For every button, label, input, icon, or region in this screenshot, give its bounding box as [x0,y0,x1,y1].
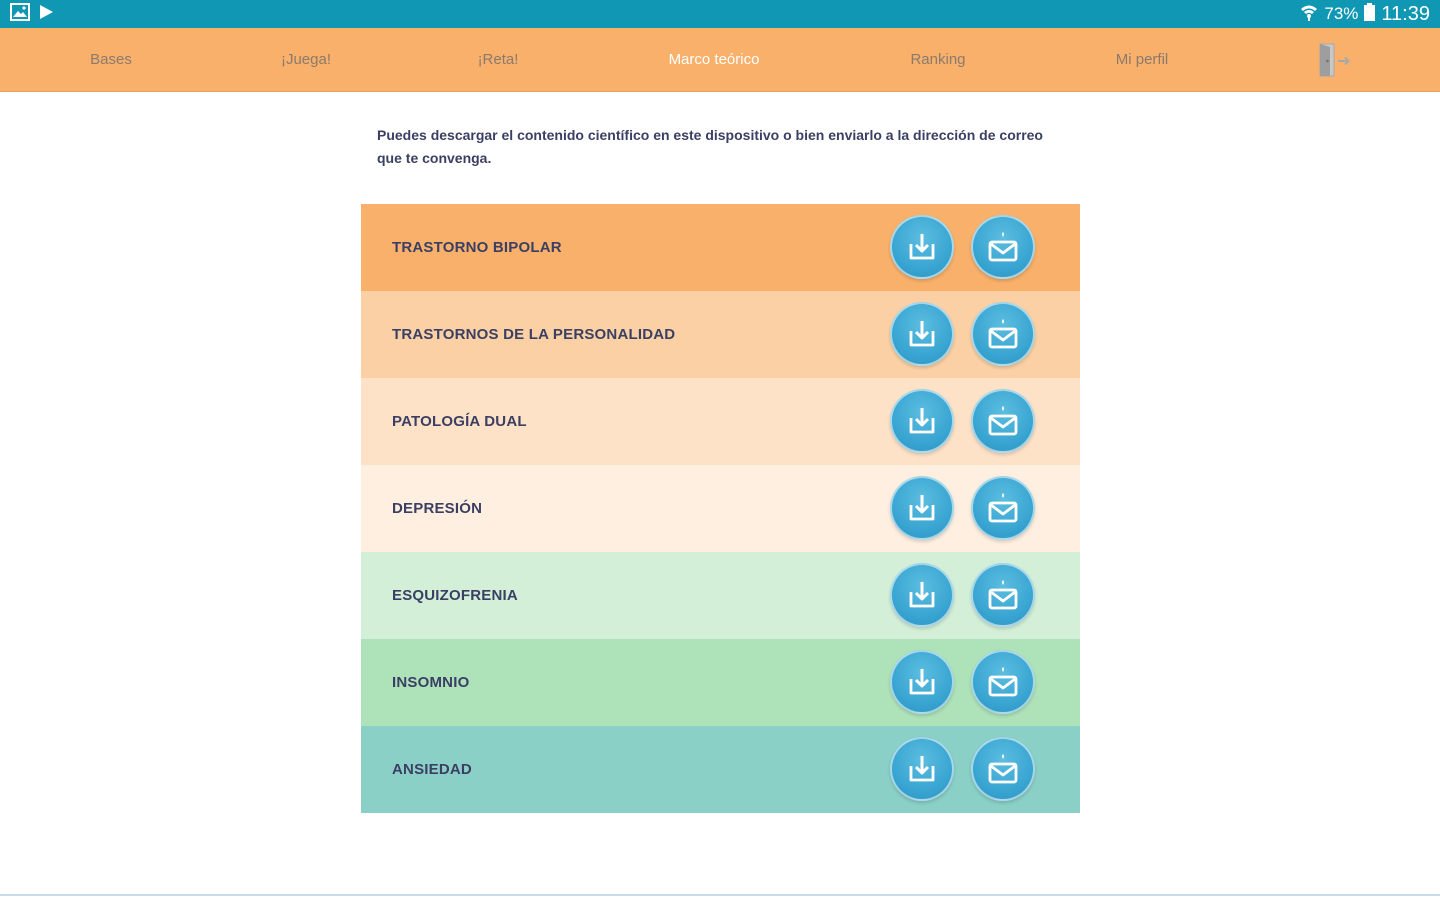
topic-row-ansiedad [361,726,1080,813]
email-button[interactable] [971,563,1035,627]
play-store-icon [38,3,56,26]
download-icon [903,228,941,266]
topic-label: TRASTORNO BIPOLAR [392,239,562,256]
download-icon [903,402,941,440]
download-button[interactable] [890,563,954,627]
email-icon [984,489,1022,527]
download-icon [903,576,941,614]
image-icon [10,3,30,26]
main-nav [0,28,1440,92]
topic-label: INSOMNIO [392,674,470,691]
email-icon [984,750,1022,788]
download-icon [903,750,941,788]
download-button[interactable] [890,302,954,366]
email-button[interactable] [971,650,1035,714]
topic-row-patologia-dual [361,378,1080,465]
topic-label: ANSIEDAD [392,761,472,778]
topic-label: TRASTORNOS DE LA PERSONALIDAD [392,326,676,343]
nav-item-marco-teorico[interactable]: Marco teórico [668,51,760,68]
topic-row-depresion [361,465,1080,552]
email-button[interactable] [971,215,1035,279]
email-button[interactable] [971,737,1035,801]
topic-row-trastornos-personalidad [361,291,1080,378]
intro-text: Puedes descargar el contenido científico en este dispositivo o bien enviarlo a la dirección de correo que te convenga. [377,127,1043,166]
email-icon [984,315,1022,353]
email-button[interactable] [971,302,1035,366]
download-icon [903,315,941,353]
topic-row-trastorno-bipolar [361,204,1080,291]
nav-item-mi-perfil[interactable]: Mi perfil [1115,51,1169,68]
download-button[interactable] [890,737,954,801]
topic-list [361,204,1080,813]
download-button[interactable] [890,476,954,540]
topic-label: DEPRESIÓN [392,500,483,517]
nav-item-juega[interactable]: ¡Juega! [280,51,332,68]
clock: 11:39 [1381,2,1430,25]
wifi-icon [1300,3,1318,26]
battery-icon [1364,3,1375,26]
exit-door-icon[interactable] [1316,42,1354,78]
download-button[interactable] [890,650,954,714]
nav-item-reta[interactable]: ¡Reta! [477,51,519,68]
bottom-divider [0,894,1440,896]
topic-label: ESQUIZOFRENIA [392,587,518,604]
email-button[interactable] [971,476,1035,540]
email-icon [984,402,1022,440]
download-button[interactable] [890,215,954,279]
topic-label: PATOLOGÍA DUAL [392,413,527,430]
email-icon [984,663,1022,701]
battery-percent: 73% [1324,4,1359,23]
email-button[interactable] [971,389,1035,453]
email-icon [984,228,1022,266]
topic-row-insomnio [361,639,1080,726]
download-icon [903,663,941,701]
download-icon [903,489,941,527]
email-icon [984,576,1022,614]
nav-item-bases[interactable]: Bases [90,51,132,68]
nav-item-ranking[interactable]: Ranking [910,51,966,68]
status-bar [0,0,1440,28]
download-button[interactable] [890,389,954,453]
topic-row-esquizofrenia [361,552,1080,639]
